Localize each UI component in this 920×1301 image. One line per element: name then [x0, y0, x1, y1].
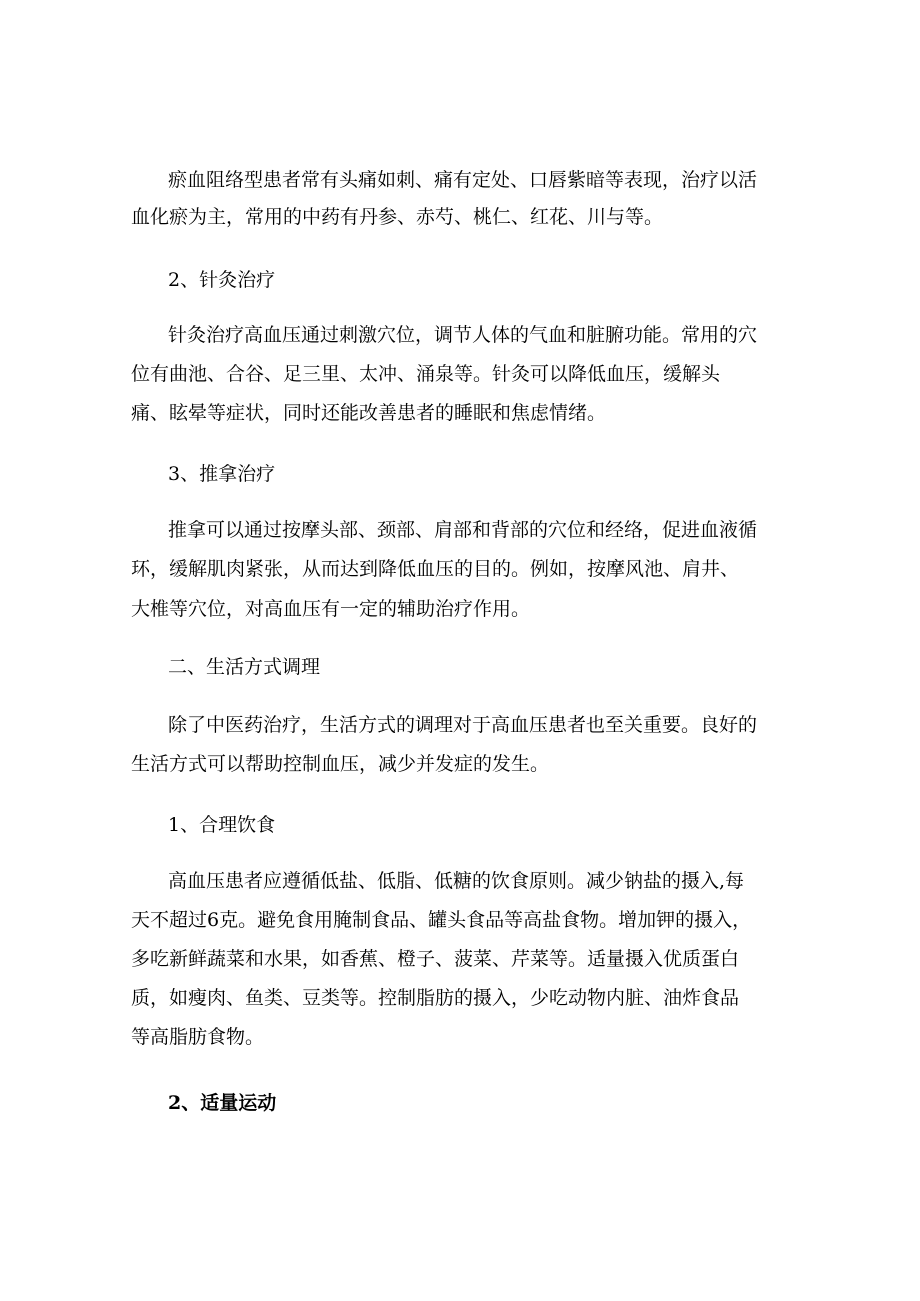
paragraph-line: 生活方式可以帮助控制血压，减少并发症的发生。 [131, 753, 550, 775]
section-heading: 2、适量运动 [168, 1092, 277, 1114]
paragraph-line: 等高脂肪食物。 [131, 1026, 265, 1048]
paragraph-line: 痛、眩晕等症状，同时还能改善患者的睡眠和焦虑情绪。 [131, 402, 607, 424]
paragraph-line: 血化瘀为主，常用的中药有丹参、赤芍、桃仁、红花、川与等。 [131, 206, 664, 228]
paragraph-line: 高血压患者应遵循低盐、低脂、低糖的饮食原则。减少钠盐的摄入,每 [168, 870, 745, 892]
paragraph-line: 瘀血阻络型患者常有头痛如刺、痛有定处、口唇紫暗等表现，治疗以活 [168, 169, 758, 191]
section-heading: 3、推拿治疗 [168, 463, 276, 485]
paragraph-line: 推拿可以通过按摩头部、颈部、肩部和背部的穴位和经络，促进血液循 [168, 519, 758, 541]
paragraph-line: 质，如瘦肉、鱼类、豆类等。控制脂肪的摄入，少吃动物内脏、油炸食品 [131, 987, 740, 1009]
section-heading: 二、生活方式调理 [168, 656, 321, 678]
paragraph-line: 针灸治疗高血压通过刺激穴位，调节人体的气血和脏腑功能。常用的穴 [168, 324, 758, 346]
paragraph-line: 天不超过6克。避免食用腌制食品、罐头食品等高盐食物。增加钾的摄入， [131, 909, 752, 931]
paragraph-line: 位有曲池、合谷、足三里、太冲、涌泉等。针灸可以降低血压，缓解头 [131, 363, 721, 385]
paragraph-line: 多吃新鲜蔬菜和水果，如香蕉、橙子、菠菜、芹菜等。适量摄入优质蛋白 [131, 948, 740, 970]
paragraph-line: 大椎等穴位，对高血压有一定的辅助治疗作用。 [131, 598, 531, 620]
paragraph-line: 除了中医药治疗，生活方式的调理对于高血压患者也至关重要。良好的 [168, 714, 758, 736]
section-heading: 1、合理饮食 [168, 814, 276, 836]
section-heading: 2、针灸治疗 [168, 269, 276, 291]
paragraph-line: 环，缓解肌肉紧张，从而达到降低血压的目的。例如，按摩风池、肩井、 [131, 558, 740, 580]
